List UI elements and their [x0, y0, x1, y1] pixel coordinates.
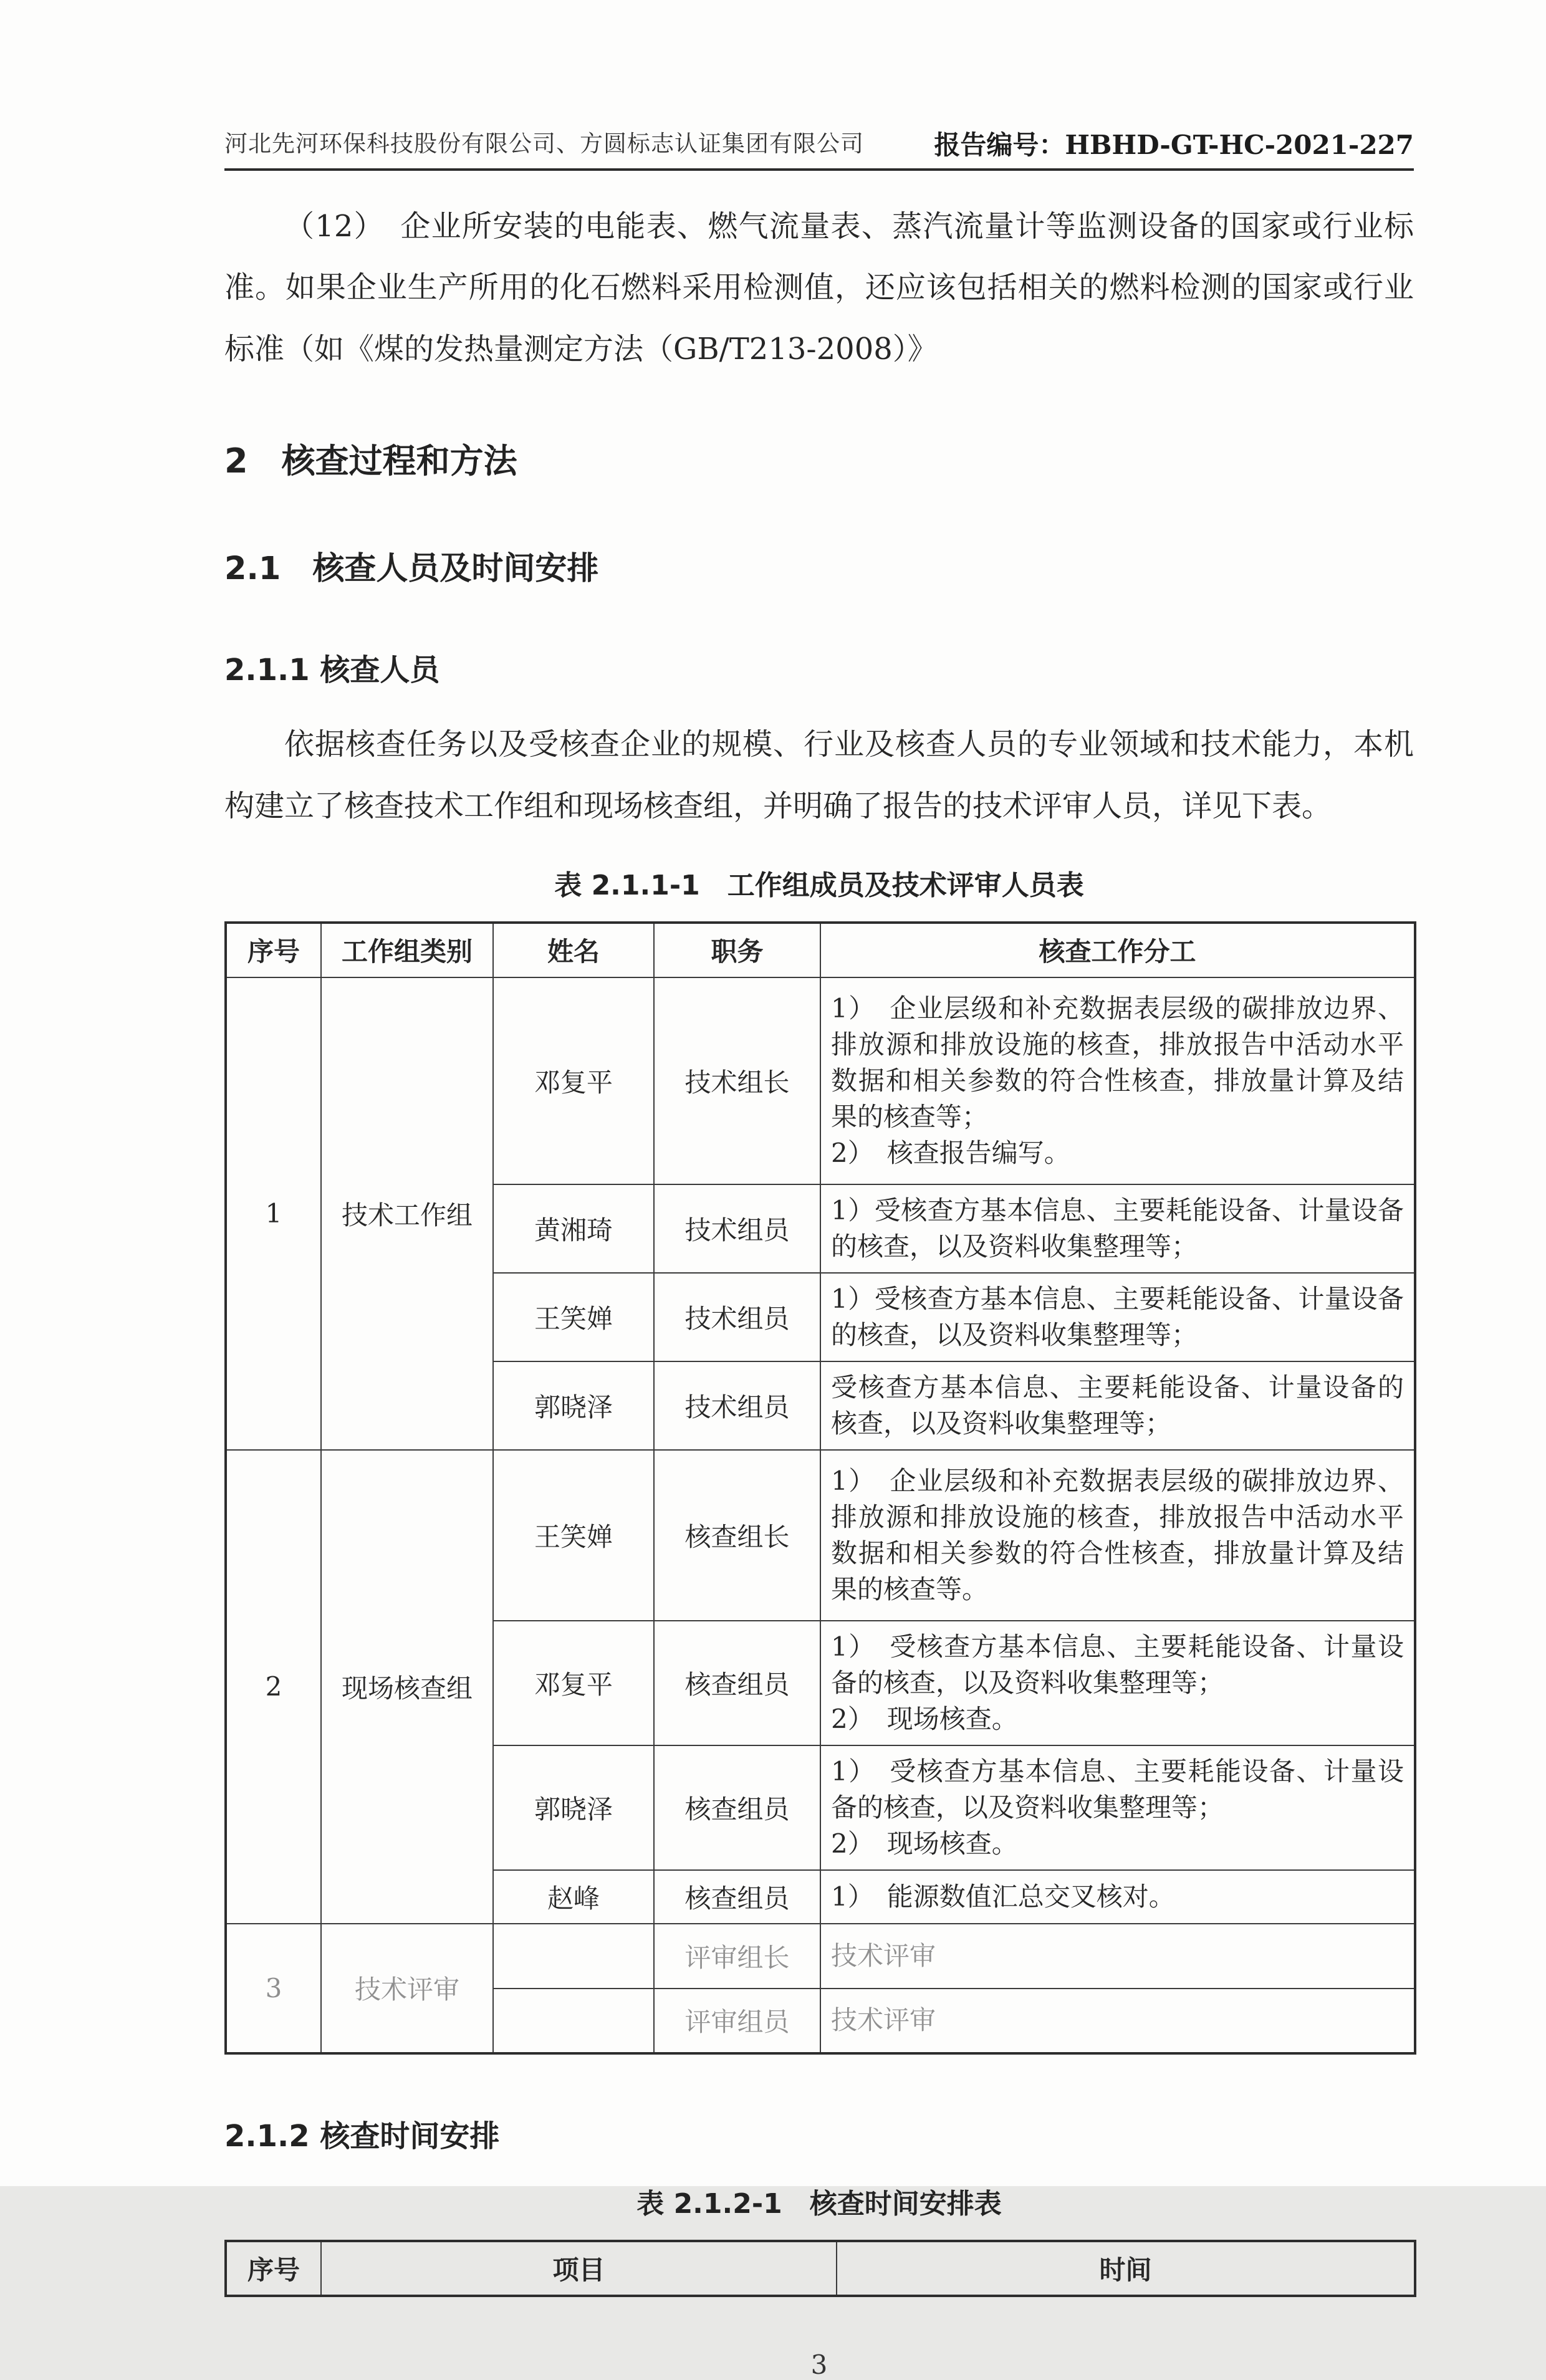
- section-heading-2-1-2: 2.1.2 核查时间安排: [224, 2118, 500, 2154]
- duty-item: 技术评审: [831, 2005, 936, 2036]
- member-role-cell: 技术组长: [654, 977, 820, 1184]
- section-heading-2-1-1: 2.1.1 核查人员: [224, 653, 440, 688]
- col-header-no: 序号: [226, 2241, 321, 2296]
- header-rule: [224, 168, 1414, 171]
- table-row: [226, 1924, 1415, 1989]
- duty-cell: [820, 1924, 1415, 1989]
- col-header-duty: 核查工作分工: [820, 923, 1415, 977]
- member-name-cell: 黄湘琦: [493, 1184, 654, 1273]
- page-header: [224, 125, 1414, 162]
- member-name-cell: 赵峰: [493, 1870, 654, 1924]
- member-role-cell: 核查组员: [654, 1621, 820, 1745]
- duty-item: 1）受核查方基本信息、主要耗能设备、计量设备的核查，以及资料收集整理等；: [831, 1283, 1404, 1350]
- member-role-cell: 技术组员: [654, 1273, 820, 1361]
- table-row: [226, 977, 1415, 1184]
- duty-cell: [820, 1184, 1415, 1273]
- col-header-time: 时间: [837, 2241, 1415, 2296]
- duty-cell: [820, 1273, 1415, 1361]
- member-role-cell: 技术组员: [654, 1361, 820, 1450]
- duty-item: 1） 受核查方基本信息、主要耗能设备、计量设备的核查，以及资料收集整理等；: [831, 1631, 1404, 1698]
- schedule-table: [224, 2240, 1416, 2297]
- intro-paragraph: （12） 企业所安装的电能表、燃气流量表、蒸汽流量计等监测设备的国家或行业标准。如果企业生产所用的化石燃料采用检测值，还应该包括相关的燃料检测的国家或行业标准（如《煤的发热量测定方法（GB/T213-2008）》: [224, 209, 1414, 367]
- report-number: 报告编号：HBHD-GT-HC-2021-227: [934, 130, 1414, 160]
- col-header-role: 职务: [654, 923, 820, 977]
- duty-item: 2） 现场核查。: [831, 1703, 1018, 1734]
- duty-cell: [820, 1745, 1415, 1870]
- col-header-type: 工作组类别: [321, 923, 493, 977]
- duty-cell: [820, 1989, 1415, 2053]
- group-type-cell: 技术评审: [321, 1924, 493, 2053]
- group-type-cell: 技术工作组: [321, 977, 493, 1450]
- member-name-cell: 邓复平: [493, 977, 654, 1184]
- duty-cell: [820, 1621, 1415, 1745]
- duty-item: 1）受核查方基本信息、主要耗能设备、计量设备的核查，以及资料收集整理等；: [831, 1194, 1404, 1262]
- member-name-cell: 郭晓泽: [493, 1745, 654, 1870]
- duty-item: 2） 核查报告编写。: [831, 1137, 1070, 1168]
- member-role-cell: 核查组员: [654, 1745, 820, 1870]
- member-role-cell: 评审组员: [654, 1989, 820, 2053]
- table1-caption: 表 2.1.1-1 工作组成员及技术评审人员表: [554, 869, 1084, 901]
- duty-item: 2） 现场核查。: [831, 1828, 1018, 1859]
- section-heading-2-1: 2.1 核查人员及时间安排: [224, 550, 599, 588]
- company-names: 河北先河环保科技股份有限公司、方圆标志认证集团有限公司: [224, 130, 864, 157]
- group-type-cell: 现场核查组: [321, 1450, 493, 1924]
- member-name-cell: 王笑婵: [493, 1273, 654, 1361]
- col-header-item: 项目: [321, 2241, 837, 2296]
- workgroup-table: [224, 921, 1416, 2055]
- member-name-cell: 邓复平: [493, 1621, 654, 1745]
- duty-cell: [820, 1450, 1415, 1621]
- member-name-cell: 王笑婵: [493, 1450, 654, 1621]
- seq-cell: 2: [226, 1450, 321, 1924]
- staff-paragraph: 依据核查任务以及受核查企业的规模、行业及核查人员的专业领域和技术能力，本机构建立了核查技术工作组和现场核查组，并明确了报告的技术评审人员，详见下表。: [224, 727, 1414, 823]
- duty-item: 1） 企业层级和补充数据表层级的碳排放边界、排放源和排放设施的核查，排放报告中活动水平数据和相关参数的符合性核查，排放量计算及结果的核查等。: [831, 1465, 1404, 1605]
- duty-cell: [820, 977, 1415, 1184]
- duty-item: 1） 能源数值汇总交叉核对。: [831, 1881, 1175, 1912]
- duty-item: 1） 受核查方基本信息、主要耗能设备、计量设备的核查，以及资料收集整理等；: [831, 1755, 1404, 1823]
- member-name-cell: 郭晓泽: [493, 1361, 654, 1450]
- duty-item: 受核查方基本信息、主要耗能设备、计量设备的核查，以及资料收集整理等；: [831, 1371, 1404, 1439]
- member-name-cell: [493, 1989, 654, 2053]
- col-header-no: 序号: [226, 923, 321, 977]
- table2-caption: 表 2.1.2-1 核查时间安排表: [636, 2187, 1002, 2220]
- seq-cell: 1: [226, 977, 321, 1450]
- member-role-cell: 评审组长: [654, 1924, 820, 1989]
- member-role-cell: 核查组员: [654, 1870, 820, 1924]
- page-number: 3: [810, 2349, 828, 2380]
- table-row: [226, 1450, 1415, 1621]
- member-name-cell: [493, 1924, 654, 1989]
- duty-item: 1） 企业层级和补充数据表层级的碳排放边界、排放源和排放设施的核查，排放报告中活动水平数据和相关参数的符合性核查，排放量计算及结果的核查等；: [831, 992, 1404, 1132]
- duty-item: 技术评审: [831, 1940, 936, 1971]
- table-header-row: [226, 2241, 1415, 2296]
- seq-cell: 3: [226, 1924, 321, 2053]
- table-header-row: [226, 923, 1415, 977]
- member-role-cell: 核查组长: [654, 1450, 820, 1621]
- duty-cell: [820, 1870, 1415, 1924]
- col-header-name: 姓名: [493, 923, 654, 977]
- section-heading-2: 2 核查过程和方法: [224, 441, 517, 481]
- duty-cell: [820, 1361, 1415, 1450]
- member-role-cell: 技术组员: [654, 1184, 820, 1273]
